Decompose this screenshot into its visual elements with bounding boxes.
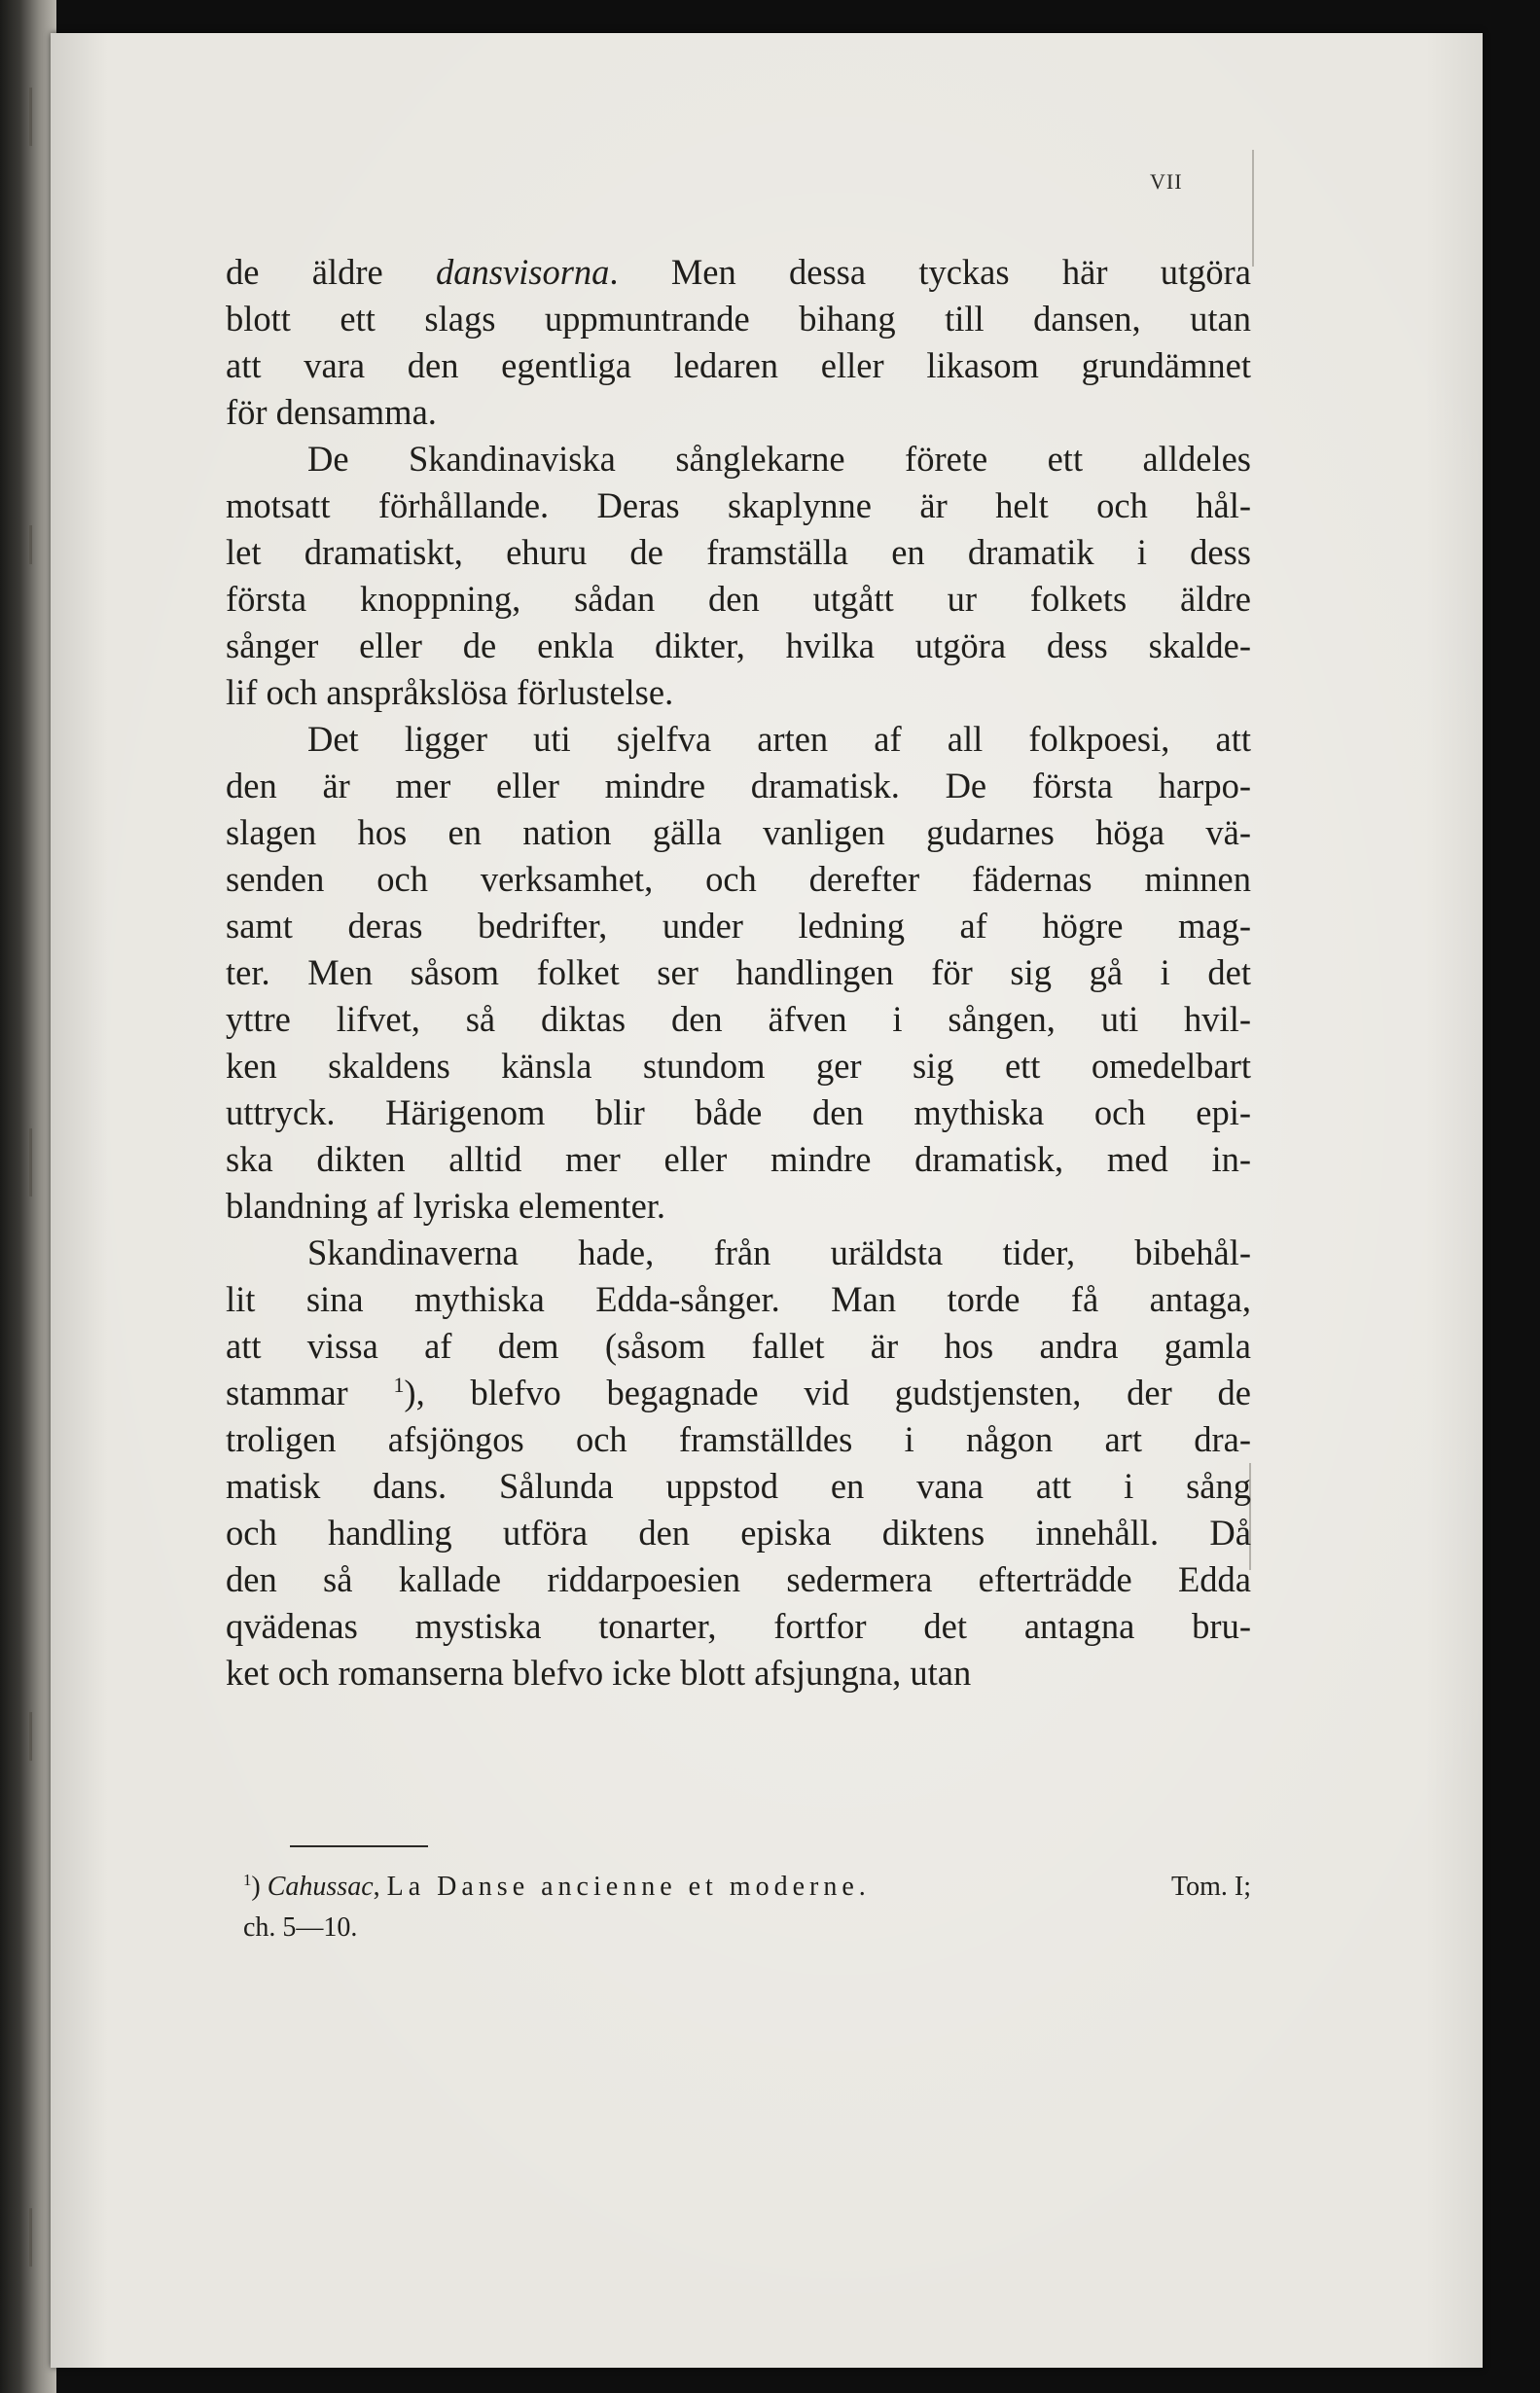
text-line (226, 342, 1251, 389)
text-line (226, 482, 1251, 529)
book-spine (0, 0, 56, 2393)
text-run: den så kallade riddarpoesien sedermera efterträdde Edda (226, 1559, 1251, 1599)
footnote-rule (290, 1845, 428, 1847)
text-run: troligen afsjöngos och framställdes i någon art dra- (226, 1419, 1251, 1459)
footnote-volume: Tom. I; (1170, 1872, 1251, 1902)
paragraph (226, 716, 1251, 1230)
paragraph (226, 1230, 1251, 1697)
text-run: blott ett slags uppmuntrande bihang till dansen, utan (226, 299, 1251, 339)
text-line (226, 389, 1251, 436)
text-run: att vissa af dem (såsom fallet är hos andra gamla (226, 1326, 1251, 1366)
text-line (226, 903, 1251, 949)
body-text (226, 249, 1251, 1697)
text-line (226, 809, 1251, 856)
text-line (226, 856, 1251, 903)
paragraph (226, 249, 1251, 436)
text-run: slagen hos en nation gälla vanligen gudarnes höga vä- (226, 812, 1251, 852)
text-run: sånger eller de enkla dikter, hvilka utgöra dess skalde- (226, 625, 1251, 665)
footnote-title: La Danse ancienne et moderne. (386, 1872, 871, 1902)
text-run: uttryck. Härigenom blir både den mythiska och epi- (226, 1092, 1251, 1132)
text-run: och handling utföra den episka diktens innehåll. Då (226, 1513, 1251, 1553)
text-run: De Skandinaviska sånglekarne förete ett alldeles (307, 439, 1251, 479)
paragraph (226, 436, 1251, 716)
text-run: . Men dessa tyckas här utgöra (609, 252, 1251, 292)
text-run: samt deras bedrifter, under ledning af högre mag- (226, 906, 1251, 946)
text-line (226, 1370, 1251, 1416)
text-line (226, 763, 1251, 809)
text-run: stammar (226, 1373, 394, 1412)
text-run: motsatt förhållande. Deras skaplynne är helt och hål- (226, 485, 1251, 525)
footnote-author: Cahussac (267, 1872, 374, 1902)
text-run: 1 (393, 1372, 405, 1397)
text-run: ), blefvo begagnade vid gudstjensten, der de (404, 1373, 1251, 1412)
binding-thread (29, 2208, 32, 2267)
text-line (226, 1416, 1251, 1463)
footnote-marker: 1 (243, 1870, 252, 1889)
text-line (226, 623, 1251, 669)
text-line (226, 1043, 1251, 1089)
text-run: lit sina mythiska Edda-sånger. Man torde få antaga, (226, 1279, 1251, 1319)
text-run: den är mer eller mindre dramatisk. De första harpo- (226, 766, 1251, 805)
text-line (226, 1089, 1251, 1136)
text-run: ter. Men såsom folket ser handlingen för sig gå i det (226, 952, 1251, 992)
text-run: matisk dans. Sålunda uppstod en vana att i sång (226, 1466, 1251, 1506)
page-number: VII (1150, 169, 1183, 194)
footnote (243, 1867, 1251, 1948)
text-run: ken skaldens känsla stundom ger sig ett omedelbart (226, 1046, 1251, 1086)
text-run: qvädenas mystiska tonarter, fortfor det antagna bru- (226, 1606, 1251, 1646)
text-line (226, 949, 1251, 996)
text-line (226, 1323, 1251, 1370)
text-run: ska dikten alltid mer eller mindre dramatisk, med in- (226, 1139, 1251, 1179)
text-line (226, 1603, 1251, 1650)
text-line (226, 1650, 1251, 1697)
text-line (226, 296, 1251, 342)
binding-thread (29, 525, 32, 564)
text-run: Det ligger uti sjelfva arten af all folkpoesi, att (307, 719, 1251, 759)
text-line (226, 1183, 1251, 1230)
text-line (226, 1463, 1251, 1510)
text-run: let dramatiskt, ehuru de framställa en dramatik i dess (226, 532, 1251, 572)
footnote-chapters: ch. 5—10. (243, 1912, 358, 1943)
text-line (226, 529, 1251, 576)
text-line (226, 1510, 1251, 1556)
text-line (226, 996, 1251, 1043)
text-run: dansvisorna (435, 252, 610, 292)
text-line (226, 1276, 1251, 1323)
binding-thread (29, 88, 32, 146)
text-run: för densamma. (226, 392, 437, 432)
book-page (51, 33, 1483, 2368)
show-through-mark (1252, 150, 1254, 267)
text-line (226, 1556, 1251, 1603)
footnote-line: $^1$) Cahussac, La Danse ancienne et moderne. Tom. I; (243, 1867, 1251, 1908)
text-line (226, 576, 1251, 623)
text-run: ket och romanserna blefvo icke blott afsjungna, utan (226, 1653, 972, 1693)
binding-thread (29, 1712, 32, 1761)
text-line (226, 669, 1251, 716)
text-run: lif och anspråkslösa förlustelse. (226, 672, 674, 712)
text-line (226, 716, 1251, 763)
text-line (226, 1230, 1251, 1276)
footnote-marker-paren: ) (251, 1872, 261, 1902)
text-run: att vara den egentliga ledaren eller likasom grundämnet (226, 345, 1251, 385)
text-run: första knoppning, sådan den utgått ur folkets äldre (226, 579, 1251, 619)
binding-thread (29, 1128, 32, 1196)
text-run: yttre lifvet, så diktas den äfven i sången, uti hvil- (226, 999, 1251, 1039)
text-line (226, 436, 1251, 482)
text-line (226, 249, 1251, 296)
text-run: blandning af lyriska elementer. (226, 1186, 666, 1226)
text-run: senden och verksamhet, och derefter fädernas minnen (226, 859, 1251, 899)
text-run: Skandinaverna hade, från uräldsta tider, bibehål- (307, 1232, 1251, 1272)
text-run: de äldre (226, 252, 436, 292)
text-line (226, 1136, 1251, 1183)
